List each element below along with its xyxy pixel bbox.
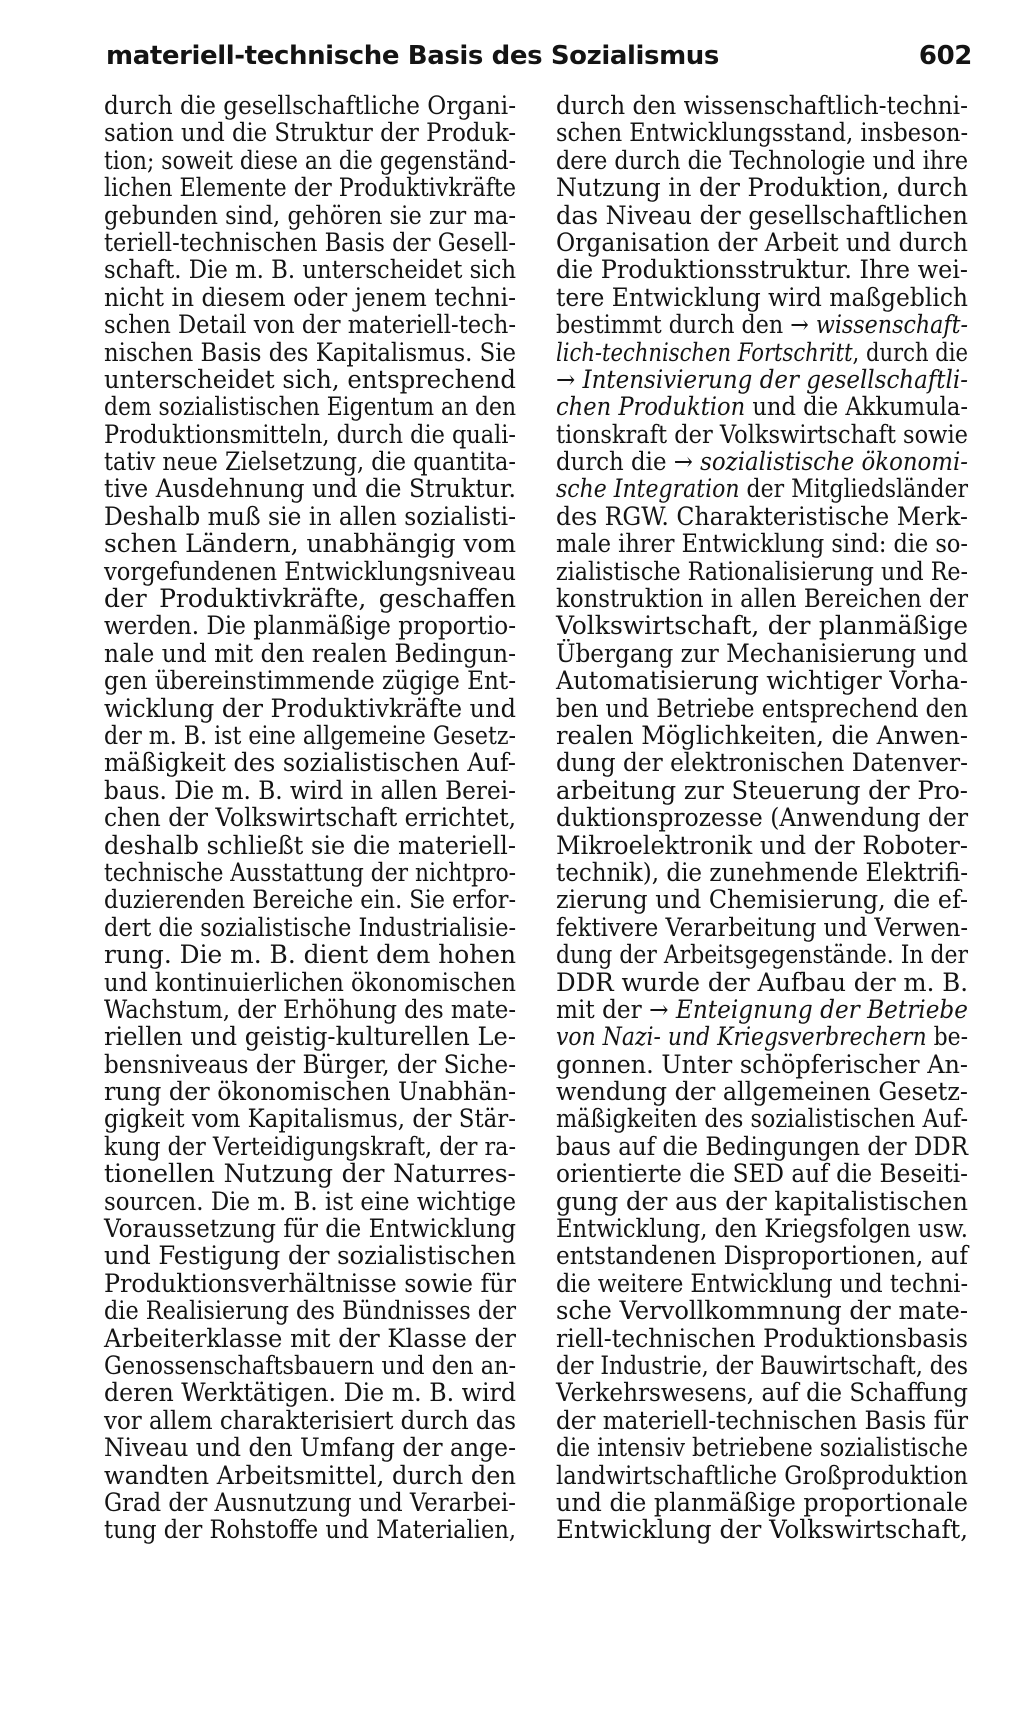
text-run: des RGW. Charakteristische Merk- bbox=[556, 501, 968, 531]
text-run: Automatisierung wichtiger Vorha- bbox=[556, 666, 969, 696]
text-run: mäßigkeit des sozialistischen Auf- bbox=[104, 748, 516, 778]
text-run: baus auf die Bedingungen der DDR bbox=[556, 1131, 969, 1161]
text-line bbox=[104, 749, 516, 776]
text-line bbox=[556, 914, 968, 941]
text-line bbox=[104, 1133, 516, 1160]
text-run: bensniveaus der Bürger, der Siche- bbox=[104, 1049, 517, 1079]
text-line bbox=[556, 202, 968, 229]
text-run: die Realisierung des Bündnisses der bbox=[104, 1296, 517, 1326]
text-run: Organisation der Arbeit und durch bbox=[556, 227, 969, 257]
text-line bbox=[556, 667, 968, 694]
text-line bbox=[556, 969, 968, 996]
text-line bbox=[104, 339, 516, 366]
text-line bbox=[556, 311, 968, 338]
text-line bbox=[104, 612, 516, 639]
text-line bbox=[556, 749, 968, 776]
text-line bbox=[556, 941, 968, 968]
text-line bbox=[556, 421, 968, 448]
text-line bbox=[556, 1242, 968, 1269]
text-run: lichen Elemente der Produktivkräfte bbox=[104, 173, 517, 203]
text-line bbox=[104, 202, 516, 229]
text-line bbox=[556, 1297, 968, 1324]
text-line bbox=[104, 914, 516, 941]
text-line bbox=[556, 1379, 968, 1406]
text-run: technische Ausstattung der nichtpro- bbox=[104, 857, 517, 887]
text-run: deshalb schließt sie die materiell- bbox=[104, 830, 517, 860]
text-run: male ihrer Entwicklung sind: die so- bbox=[556, 529, 968, 559]
text-run: sourcen. Die m. B. ist eine wichtige bbox=[104, 1186, 516, 1216]
text-run: die weitere Entwicklung und techni- bbox=[556, 1268, 968, 1298]
text-line bbox=[556, 119, 968, 146]
text-line bbox=[104, 366, 516, 393]
text-run: riellen und geistig-kulturellen Le- bbox=[104, 1022, 516, 1052]
text-run: Grad der Ausnutzung und Verarbei- bbox=[104, 1487, 516, 1517]
text-run: fektivere Verarbeitung und Verwen- bbox=[556, 912, 969, 942]
text-run: Übergang zur Mechanisierung und bbox=[556, 638, 969, 668]
text-run: unterscheidet sich, entsprechend bbox=[104, 364, 516, 394]
text-line bbox=[104, 1051, 516, 1078]
text-run: Entwicklung der Volkswirtschaft, bbox=[556, 1515, 968, 1545]
text-line bbox=[556, 393, 968, 420]
cross-reference: Intensivierung der gesellschaftli- bbox=[582, 364, 968, 394]
text-run: tionellen Nutzung der Naturres- bbox=[104, 1159, 517, 1189]
text-run: technik), die zunehmende Elektrifi- bbox=[556, 857, 969, 887]
text-run: nicht in diesem oder jenem techni- bbox=[104, 282, 516, 312]
text-run: DDR wurde der Aufbau der m. B. bbox=[556, 967, 968, 997]
text-line bbox=[104, 530, 516, 557]
text-run: gonnen. Unter schöpferischer An- bbox=[556, 1049, 969, 1079]
text-run: der Mitgliedsländer bbox=[739, 474, 969, 504]
text-line bbox=[556, 804, 968, 831]
cross-reference: wissenschaft- bbox=[815, 310, 968, 340]
text-run: durch die bbox=[556, 447, 674, 477]
text-line bbox=[556, 558, 968, 585]
text-line bbox=[104, 174, 516, 201]
text-run: Entwicklung, den Kriegsfolgen usw. bbox=[556, 1214, 968, 1244]
text-line bbox=[104, 475, 516, 502]
text-run: tionskraft der Volkswirtschaft sowie bbox=[556, 419, 968, 449]
text-line bbox=[104, 1215, 516, 1242]
text-line bbox=[556, 612, 968, 639]
text-run: chen der Volkswirtschaft errichtet, bbox=[104, 803, 516, 833]
text-run: zialistische Rationalisierung und Re- bbox=[556, 556, 968, 586]
text-run: ben und Betriebe entsprechend den bbox=[556, 693, 969, 723]
text-line bbox=[556, 1051, 968, 1078]
text-line bbox=[556, 1160, 968, 1187]
text-line bbox=[104, 393, 516, 420]
text-line bbox=[556, 503, 968, 530]
text-run: gen übereinstimmende zügige Ent- bbox=[104, 666, 517, 696]
text-line bbox=[104, 256, 516, 283]
text-line bbox=[104, 1489, 516, 1516]
text-run: nale und mit den realen Bedingun- bbox=[104, 638, 516, 668]
text-line bbox=[556, 1407, 968, 1434]
text-line bbox=[104, 1297, 516, 1324]
text-run: der Industrie, der Bauwirtschaft, des bbox=[556, 1350, 968, 1380]
cross-reference: chen Produktion bbox=[556, 392, 746, 422]
text-run: Wachstum, der Erhöhung des mate- bbox=[104, 994, 516, 1024]
text-run: bestimmt durch den bbox=[556, 310, 791, 340]
text-run bbox=[809, 310, 816, 339]
text-line bbox=[104, 421, 516, 448]
text-run: mit der bbox=[556, 994, 650, 1024]
text-line bbox=[104, 92, 516, 119]
text-line bbox=[104, 1105, 516, 1132]
text-line bbox=[556, 1188, 968, 1215]
text-run: das Niveau der gesellschaftlichen bbox=[556, 200, 968, 230]
text-line bbox=[556, 174, 968, 201]
text-line bbox=[556, 1462, 968, 1489]
cross-reference-arrow-icon: → bbox=[673, 447, 693, 477]
text-run: dung der Arbeitsgegenstände. In der bbox=[556, 940, 969, 970]
text-line bbox=[104, 229, 516, 256]
text-line bbox=[556, 996, 968, 1023]
text-run: schen Entwicklungsstand, insbeson- bbox=[556, 118, 969, 148]
text-run: gebunden sind, gehören sie zur ma- bbox=[104, 200, 517, 230]
cross-reference: sche Integration bbox=[556, 474, 740, 504]
text-line bbox=[104, 1516, 516, 1543]
text-line bbox=[104, 1270, 516, 1297]
page-number: 602 bbox=[918, 41, 972, 71]
text-line bbox=[104, 311, 516, 338]
text-run: entstandenen Disproportionen, auf bbox=[556, 1241, 968, 1271]
text-run: vorgefundenen Entwicklungsniveau bbox=[104, 556, 516, 586]
text-line bbox=[104, 777, 516, 804]
text-run: durch die gesellschaftliche Organi- bbox=[104, 91, 517, 120]
text-run: Mikroelektronik und der Roboter- bbox=[556, 830, 969, 860]
text-run: tere Entwicklung wird maßgeblich bbox=[556, 282, 969, 312]
text-line bbox=[104, 119, 516, 146]
text-run: und die planmäßige proportionale bbox=[556, 1487, 968, 1517]
text-run: teriell-technischen Basis der Gesell- bbox=[104, 227, 516, 257]
text-run: rung der ökonomischen Unabhän- bbox=[104, 1077, 516, 1107]
running-head-title: materiell-technische Basis des Sozialismus bbox=[106, 41, 719, 71]
text-line bbox=[104, 1462, 516, 1489]
text-line bbox=[556, 448, 968, 475]
text-column-right bbox=[556, 92, 968, 1544]
text-line bbox=[556, 585, 968, 612]
text-line bbox=[556, 92, 968, 119]
cross-reference: lich-technischen Fortschritt bbox=[556, 337, 853, 367]
text-line bbox=[104, 859, 516, 886]
text-run: duzierenden Bereiche ein. Sie erfor- bbox=[104, 885, 517, 915]
running-head bbox=[106, 36, 972, 76]
text-run: der Produktivkräfte, geschaffen bbox=[104, 584, 516, 614]
text-run: Voraussetzung für die Entwicklung bbox=[104, 1214, 517, 1244]
text-line bbox=[104, 640, 516, 667]
text-run: gung der aus der kapitalistischen bbox=[556, 1186, 968, 1216]
text-line bbox=[104, 695, 516, 722]
text-line bbox=[556, 1489, 968, 1516]
text-line bbox=[556, 1434, 968, 1461]
text-run: der m. B. ist eine allgemeine Gesetz- bbox=[104, 720, 516, 750]
text-line bbox=[104, 1188, 516, 1215]
text-line bbox=[104, 1325, 516, 1352]
text-line bbox=[556, 640, 968, 667]
text-run: Genossenschaftsbauern und den an- bbox=[104, 1350, 517, 1380]
text-run: Produktionsverhältnisse sowie für bbox=[104, 1268, 516, 1298]
text-line bbox=[556, 229, 968, 256]
text-line bbox=[104, 1379, 516, 1406]
text-run: schen Ländern, unabhängig vom bbox=[104, 529, 516, 559]
text-line bbox=[104, 941, 516, 968]
text-line bbox=[556, 1516, 968, 1543]
text-line bbox=[556, 147, 968, 174]
text-column-left bbox=[104, 92, 516, 1544]
text-run: rung. Die m. B. dient dem hohen bbox=[104, 940, 516, 970]
text-line bbox=[556, 1215, 968, 1242]
text-run: und die Akkumula- bbox=[745, 392, 969, 422]
text-run: tung der Rohstoffe und Materialien, bbox=[104, 1515, 517, 1545]
text-run: baus. Die m. B. wird in allen Berei- bbox=[104, 775, 516, 805]
text-line bbox=[556, 339, 968, 366]
text-run: werden. Die planmäßige proportio- bbox=[104, 611, 517, 641]
text-line bbox=[556, 256, 968, 283]
text-run: Produktionsmitteln, durch die quali- bbox=[104, 419, 517, 449]
cross-reference-arrow-icon: → bbox=[649, 994, 669, 1024]
text-line bbox=[556, 777, 968, 804]
text-run: tativ neue Zielsetzung, die quantita- bbox=[104, 447, 516, 477]
text-run: schen Detail von der materiell-tech- bbox=[104, 310, 517, 340]
text-run: tive Ausdehnung und die Struktur. bbox=[104, 474, 516, 504]
text-line bbox=[104, 832, 516, 859]
text-run: deren Werktätigen. Die m. B. wird bbox=[104, 1378, 517, 1408]
text-run: dem sozialistischen Eigentum an den bbox=[104, 392, 517, 422]
text-line bbox=[104, 147, 516, 174]
text-run: be- bbox=[926, 1022, 969, 1052]
text-line bbox=[556, 1105, 968, 1132]
text-run: und Festigung der sozialistischen bbox=[104, 1241, 516, 1271]
text-run: vor allem charakterisiert durch das bbox=[104, 1405, 516, 1435]
text-line bbox=[556, 1133, 968, 1160]
text-line bbox=[104, 1242, 516, 1269]
text-line bbox=[556, 859, 968, 886]
text-run: tion; soweit diese an die gegenständ- bbox=[104, 145, 516, 175]
text-run: wicklung der Produktivkräfte und bbox=[104, 693, 516, 723]
text-line bbox=[104, 558, 516, 585]
text-run: die intensiv betriebene sozialistische bbox=[556, 1433, 969, 1463]
text-run: gigkeit vom Kapitalismus, der Stär- bbox=[104, 1104, 516, 1134]
text-run: nischen Basis des Kapitalismus. Sie bbox=[104, 337, 517, 367]
text-line bbox=[556, 1325, 968, 1352]
text-line bbox=[104, 1160, 516, 1187]
text-run: riell-technischen Produktionsbasis bbox=[556, 1323, 968, 1353]
text-run: durch den wissenschaftlich-techni- bbox=[556, 91, 969, 120]
text-line bbox=[556, 722, 968, 749]
text-run: Arbeiterklasse mit der Klasse der bbox=[104, 1323, 516, 1353]
text-line bbox=[556, 695, 968, 722]
text-run bbox=[693, 447, 700, 476]
text-run: dere durch die Technologie und ihre bbox=[556, 145, 969, 175]
text-run: mäßigkeiten des sozialistischen Auf- bbox=[556, 1104, 969, 1134]
text-line bbox=[104, 996, 516, 1023]
text-run: konstruktion in allen Bereichen der bbox=[556, 584, 968, 614]
cross-reference: sozialistische ökonomi- bbox=[700, 447, 968, 477]
text-run: orientierte die SED auf die Beseiti- bbox=[556, 1159, 968, 1189]
text-line bbox=[556, 1023, 968, 1050]
text-line bbox=[104, 284, 516, 311]
text-run: zierung und Chemisierung, die ef- bbox=[556, 885, 969, 915]
text-line bbox=[556, 832, 968, 859]
text-run: Niveau und den Umfang der ange- bbox=[104, 1433, 517, 1463]
text-run: der materiell-technischen Basis für bbox=[556, 1405, 969, 1435]
text-line bbox=[556, 1352, 968, 1379]
text-line bbox=[104, 585, 516, 612]
text-line bbox=[104, 1023, 516, 1050]
text-run: , durch die bbox=[852, 337, 969, 367]
text-run: sche Vervollkommnung der mate- bbox=[556, 1296, 969, 1326]
text-line bbox=[104, 1407, 516, 1434]
text-run: und kontinuierlichen ökonomischen bbox=[104, 967, 517, 997]
text-run: Deshalb muß sie in allen sozialisti- bbox=[104, 501, 516, 531]
text-run: arbeitung zur Steuerung der Pro- bbox=[556, 775, 968, 805]
text-run: landwirtschaftliche Großproduktion bbox=[556, 1460, 968, 1490]
text-run: die Produktionsstruktur. Ihre wei- bbox=[556, 255, 969, 285]
text-line bbox=[104, 448, 516, 475]
text-run: sation und die Struktur der Produk- bbox=[104, 118, 517, 148]
text-line bbox=[104, 1352, 516, 1379]
text-line bbox=[556, 530, 968, 557]
text-run: wandten Arbeitsmittel, durch den bbox=[104, 1460, 517, 1490]
text-run: duktionsprozesse (Anwendung der bbox=[556, 803, 969, 833]
text-line bbox=[104, 503, 516, 530]
text-line bbox=[556, 1078, 968, 1105]
text-line bbox=[556, 284, 968, 311]
text-line bbox=[104, 969, 516, 996]
cross-reference: von Nazi- und Kriegsverbrechern bbox=[556, 1022, 927, 1052]
text-line bbox=[556, 475, 968, 502]
text-line bbox=[104, 886, 516, 913]
text-run: kung der Verteidigungskraft, der ra- bbox=[104, 1131, 517, 1161]
text-line bbox=[104, 1434, 516, 1461]
text-run: Volkswirtschaft, der planmäßige bbox=[556, 611, 968, 641]
text-line bbox=[104, 1078, 516, 1105]
text-line bbox=[104, 722, 516, 749]
text-run: wendung der allgemeinen Gesetz- bbox=[556, 1077, 968, 1107]
text-run: schaft. Die m. B. unterscheidet sich bbox=[104, 255, 517, 285]
text-run: realen Möglichkeiten, die Anwen- bbox=[556, 720, 969, 750]
cross-reference: Enteignung der Betriebe bbox=[675, 994, 968, 1024]
text-line bbox=[104, 804, 516, 831]
text-run: dert die sozialistische Industrialisie- bbox=[104, 912, 517, 942]
cross-reference-arrow-icon: → bbox=[556, 364, 576, 394]
text-run: Nutzung in der Produktion, durch bbox=[556, 173, 968, 203]
text-line bbox=[104, 667, 516, 694]
cross-reference-arrow-icon: → bbox=[790, 310, 809, 340]
text-run: Verkehrswesens, auf die Schaffung bbox=[556, 1378, 969, 1408]
text-run: dung der elektronischen Datenver- bbox=[556, 748, 968, 778]
text-line bbox=[556, 366, 968, 393]
text-line bbox=[556, 886, 968, 913]
text-line bbox=[556, 1270, 968, 1297]
text-run bbox=[575, 365, 582, 394]
